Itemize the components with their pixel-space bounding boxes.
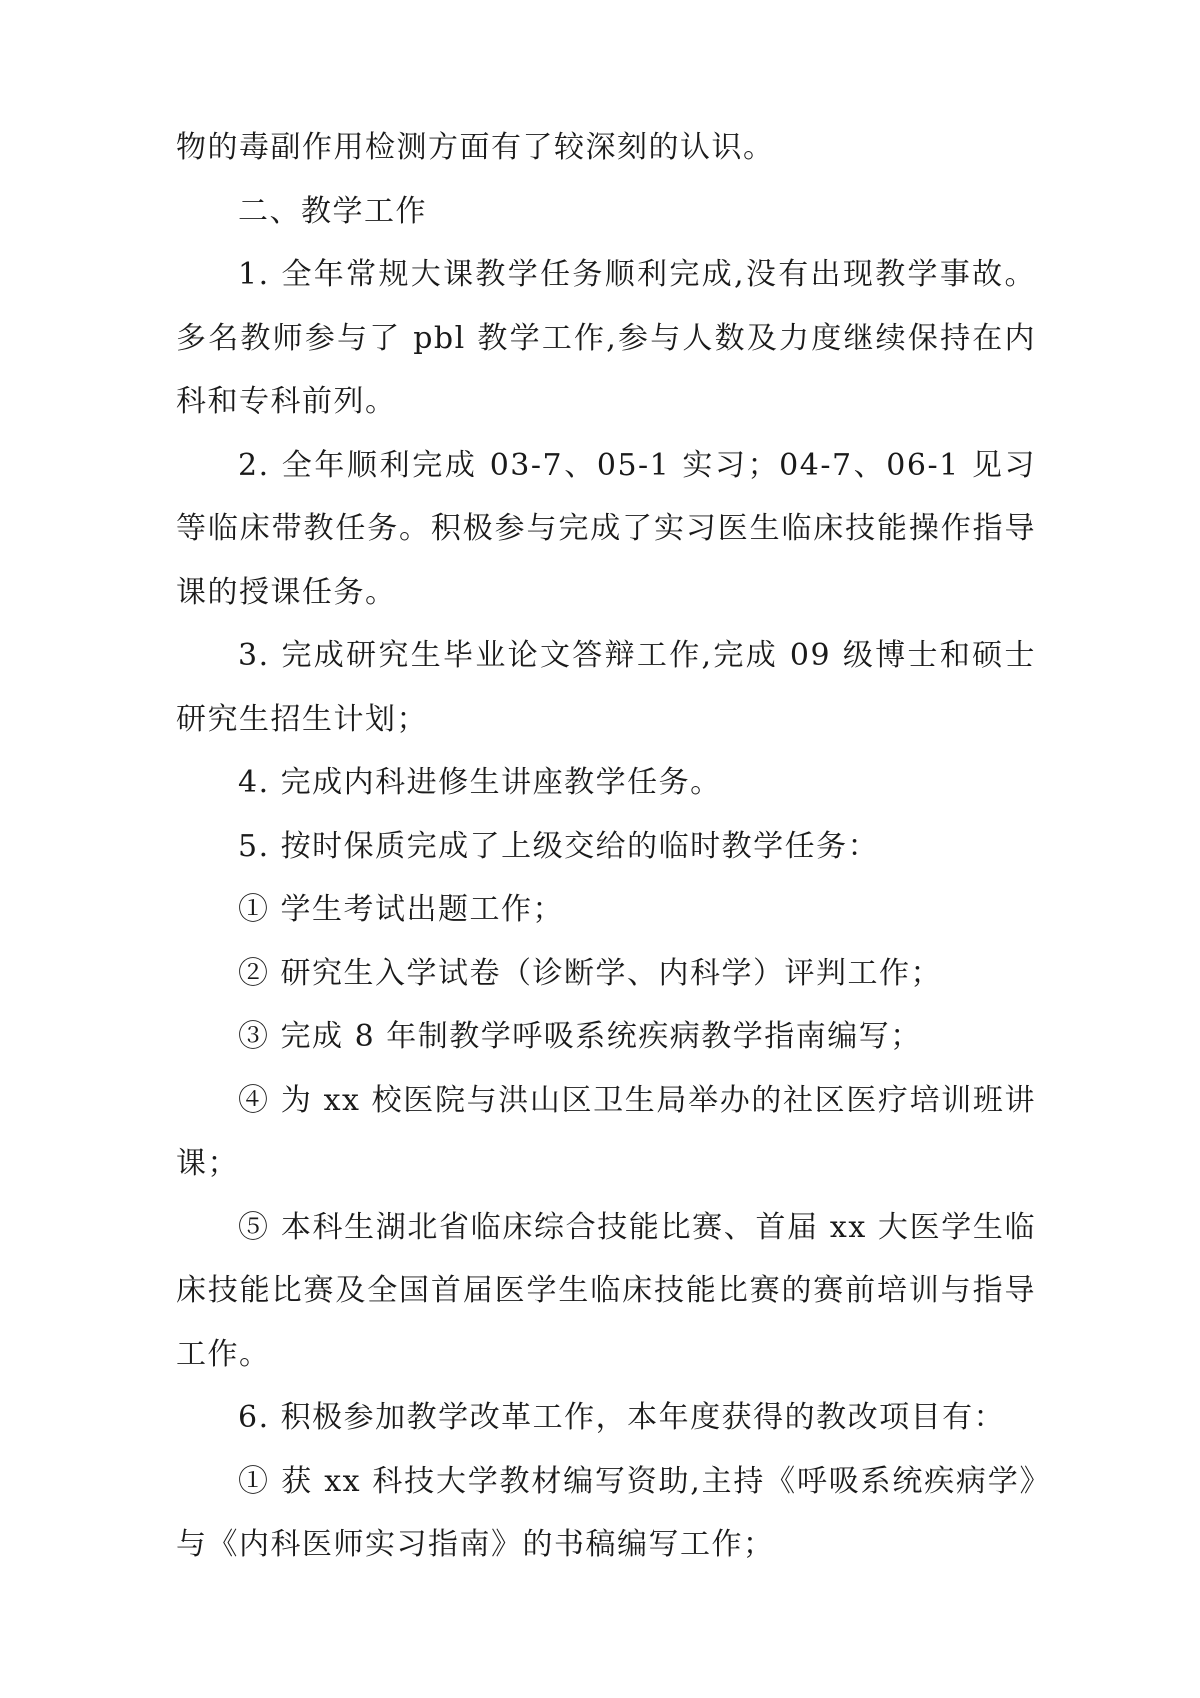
paragraph-item-6: 6. 积极参加教学改革工作，本年度获得的教改项目有： (238, 1400, 1006, 1435)
paragraph-item-4: 4. 完成内科进修生讲座教学任务。 (238, 765, 722, 800)
sub-item-5-2: ② 研究生入学试卷（诊断学、内科学）评判工作； (238, 955, 943, 991)
sub-item-5-4: ④ 为 xx 校医院与洪山区卫生局举办的社区医疗培训班讲课； (176, 1082, 1036, 1181)
sub-item-5-1: ① 学生考试出题工作； (238, 892, 565, 927)
sub-item-5-3: ③ 完成 8 年制教学呼吸系统疾病教学指南编写； (238, 1019, 922, 1054)
paragraph-continuation: 物的毒副作用检测方面有了较深刻的认识。 (176, 130, 775, 165)
paragraph-item-1: 1. 全年常规大课教学任务顺利完成,没有出现教学事故。多名教师参与了 pbl 教学工作,参与人数及力度继续保持在内科和专科前列。 (176, 257, 1036, 419)
paragraph-item-3: 3. 完成研究生毕业论文答辩工作,完成 09 级博士和硕士研究生招生计划； (176, 638, 1036, 737)
document-body (176, 116, 1036, 1577)
paragraph-item-2: 2. 全年顺利完成 03-7、05-1 实习；04-7、06-1 见习等临床带教任务。积极参与完成了实习医生临床技能操作指导课的授课任务。 (176, 447, 1036, 610)
sub-item-6-1: ① 获 xx 科技大学教材编写资助,主持《呼吸系统疾病学》与《内科医师实习指南》的书稿编写工作； (176, 1463, 1036, 1562)
section-heading-teaching: 二、教学工作 (238, 193, 427, 229)
paragraph-item-5: 5. 按时保质完成了上级交给的临时教学任务： (238, 828, 880, 864)
sub-item-5-5: ⑤ 本科生湖北省临床综合技能比赛、首届 xx 大医学生临床技能比赛及全国首届医学生临床技能比赛的赛前培训与指导工作。 (176, 1209, 1036, 1372)
